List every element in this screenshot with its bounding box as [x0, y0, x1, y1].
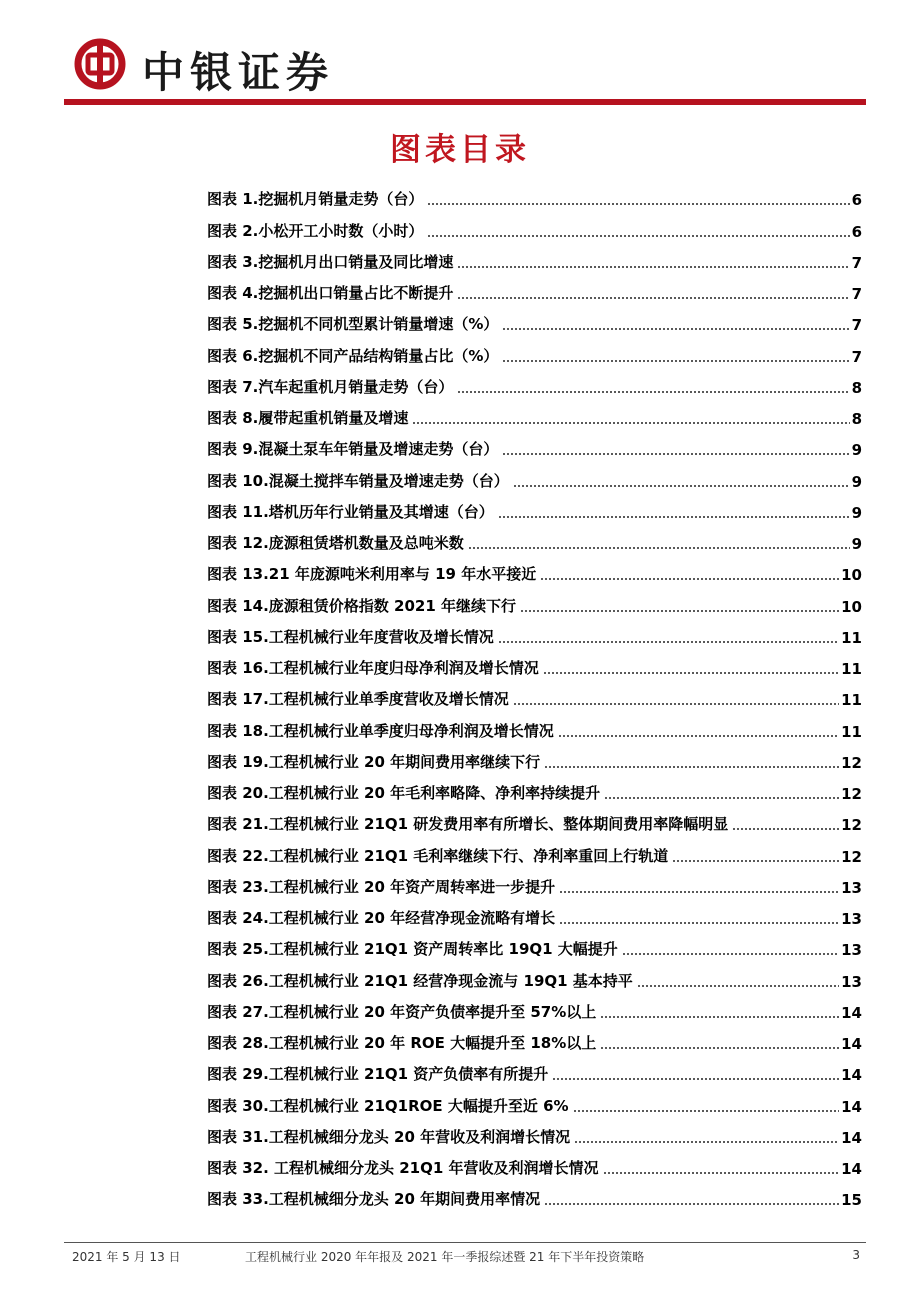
dot-leader: [559, 891, 839, 893]
dot-leader: [552, 1078, 839, 1080]
toc-entry-label: 图表 12.庞源租赁塔机数量及总吨米数: [207, 534, 464, 552]
toc-entry[interactable]: [207, 526, 862, 557]
toc-entry[interactable]: [207, 1182, 862, 1213]
toc-entry-page: 14: [841, 1097, 862, 1116]
toc-entry-label: 图表 6.挖掘机不同产品结构销量占比（%）: [207, 346, 499, 365]
toc-entry-label: 图表 1.挖掘机月销量走势（台）: [207, 190, 424, 209]
toc-entry[interactable]: [207, 1057, 862, 1088]
dot-leader: [468, 547, 850, 549]
footer-date: 2021 年 5 月 13 日: [72, 1250, 181, 1264]
dot-leader: [573, 1110, 840, 1112]
toc-entry[interactable]: [207, 588, 862, 619]
toc-entry[interactable]: [207, 651, 862, 682]
toc-entry-page: 11: [841, 660, 862, 678]
toc-entry[interactable]: [207, 745, 862, 776]
toc-entry[interactable]: [207, 620, 862, 651]
toc-entry-label: 图表 5.挖掘机不同机型累计销量增速（%）: [207, 315, 499, 334]
bank-of-china-logo-icon: [74, 38, 126, 90]
dot-leader: [520, 610, 839, 612]
toc-entry-page: 14: [841, 1003, 862, 1022]
toc-entry-page: 6: [851, 191, 862, 210]
dot-leader: [412, 422, 849, 424]
toc-entry-label: 图表 22.工程机械行业 21Q1 毛利率继续下行、净利率重回上行轨道: [207, 846, 669, 865]
table-of-figures: [207, 182, 862, 1213]
toc-entry-page: 9: [851, 441, 862, 460]
toc-entry[interactable]: [207, 901, 862, 932]
dot-leader: [604, 797, 839, 799]
dot-leader: [457, 297, 849, 299]
footer-doc-title: 工程机械行业 2020 年年报及 2021 年一季报综述暨 21 年下半年投资策略: [245, 1250, 645, 1264]
toc-entry-page: 8: [851, 378, 862, 397]
toc-entry[interactable]: [207, 213, 862, 244]
toc-entry-label: 图表 4.挖掘机出口销量占比不断提升: [207, 284, 454, 302]
toc-entry[interactable]: [207, 338, 862, 369]
toc-entry-page: 12: [841, 753, 862, 772]
toc-entry-page: 8: [851, 410, 862, 428]
toc-entry-label: 图表 26.工程机械行业 21Q1 经营净现金流与 19Q1 基本持平: [207, 971, 633, 990]
dot-leader: [672, 860, 839, 862]
toc-entry[interactable]: [207, 963, 862, 994]
dot-leader: [558, 735, 839, 737]
dot-leader: [427, 203, 849, 205]
dot-leader: [457, 391, 849, 393]
dot-leader: [513, 703, 839, 705]
dot-leader: [544, 766, 839, 768]
dot-leader: [502, 328, 849, 330]
toc-entry-label: 图表 24.工程机械行业 20 年经营净现金流略有增长: [207, 909, 556, 927]
toc-entry-page: 14: [841, 1066, 862, 1085]
toc-entry[interactable]: [207, 245, 862, 276]
toc-entry-page: 15: [841, 1191, 862, 1210]
dot-leader: [637, 985, 839, 987]
brand-name: 中银证券: [142, 48, 335, 97]
toc-entry-label: 图表 31.工程机械细分龙头 20 年营收及利润增长情况: [207, 1127, 571, 1146]
dot-leader: [600, 1047, 839, 1049]
dot-leader: [622, 953, 839, 955]
toc-entry-label: 图表 30.工程机械行业 21Q1ROE 大幅提升至近 6%: [207, 1096, 569, 1115]
toc-entry[interactable]: [207, 995, 862, 1026]
toc-entry-label: 图表 21.工程机械行业 21Q1 研发费用率有所增长、整体期间费用率降幅明显: [207, 815, 729, 834]
header-divider: [64, 99, 866, 105]
dot-leader: [543, 672, 839, 674]
toc-entry-page: 10: [841, 566, 862, 585]
toc-entry-page: 13: [841, 972, 862, 991]
toc-entry-page: 6: [851, 222, 862, 241]
toc-entry-label: 图表 20.工程机械行业 20 年毛利率略降、净利率持续提升: [207, 784, 601, 802]
footer-divider: [64, 1242, 866, 1243]
toc-entry-label: 图表 29.工程机械行业 21Q1 资产负债率有所提升: [207, 1065, 549, 1084]
toc-entry-label: 图表 28.工程机械行业 20 年 ROE 大幅提升至 18%以上: [207, 1034, 597, 1052]
toc-entry[interactable]: [207, 432, 862, 463]
toc-entry-label: 图表 2.小松开工小时数（小时）: [207, 221, 424, 240]
toc-entry[interactable]: [207, 370, 862, 401]
toc-entry[interactable]: [207, 1151, 862, 1182]
toc-entry[interactable]: [207, 807, 862, 838]
toc-entry[interactable]: [207, 870, 862, 901]
toc-entry-label: 图表 7.汽车起重机月销量走势（台）: [207, 377, 454, 396]
toc-entry-page: 9: [851, 535, 862, 553]
toc-entry-label: 图表 32. 工程机械细分龙头 21Q1 年营收及利润增长情况: [207, 1159, 599, 1177]
toc-entry[interactable]: [207, 776, 862, 807]
footer-page-number: 3: [852, 1248, 860, 1262]
toc-entry-label: 图表 3.挖掘机月出口销量及同比增速: [207, 252, 454, 271]
dot-leader: [574, 1141, 839, 1143]
dot-leader: [732, 828, 839, 830]
toc-entry-label: 图表 23.工程机械行业 20 年资产周转率进一步提升: [207, 877, 556, 896]
toc-entry-label: 图表 17.工程机械行业单季度营收及增长情况: [207, 690, 509, 709]
dot-leader: [498, 516, 850, 518]
dot-leader: [457, 266, 849, 268]
toc-entry-page: 13: [841, 910, 862, 928]
toc-entry-page: 14: [841, 1035, 862, 1053]
toc-entry-page: 7: [851, 253, 862, 272]
toc-entry-label: 图表 10.混凝土搅拌车销量及增速走势（台）: [207, 471, 509, 490]
dot-leader: [502, 360, 849, 362]
toc-entry[interactable]: [207, 307, 862, 338]
dot-leader: [559, 922, 839, 924]
toc-entry[interactable]: [207, 1026, 862, 1057]
toc-entry[interactable]: [207, 932, 862, 963]
toc-entry[interactable]: [207, 182, 862, 213]
toc-entry-page: 7: [851, 316, 862, 335]
toc-entry-page: 9: [851, 472, 862, 491]
toc-entry-page: 7: [851, 285, 862, 303]
dot-leader: [544, 1203, 839, 1205]
toc-entry-label: 图表 18.工程机械行业单季度归母净利润及增长情况: [207, 721, 554, 740]
toc-entry-page: 13: [841, 941, 862, 960]
toc-entry-page: 10: [841, 597, 862, 616]
toc-entry-page: 11: [841, 628, 862, 647]
toc-entry-page: 12: [841, 816, 862, 835]
toc-entry-label: 图表 27.工程机械行业 20 年资产负债率提升至 57%以上: [207, 1002, 597, 1021]
toc-entry-label: 图表 14.庞源租赁价格指数 2021 年继续下行: [207, 596, 516, 615]
toc-entry-label: 图表 19.工程机械行业 20 年期间费用率继续下行: [207, 752, 541, 771]
toc-entry-page: 12: [841, 847, 862, 866]
dot-leader: [603, 1172, 840, 1174]
dot-leader: [427, 235, 849, 237]
toc-entry[interactable]: [207, 463, 862, 494]
dot-leader: [513, 485, 850, 487]
toc-entry-label: 图表 33.工程机械细分龙头 20 年期间费用率情况: [207, 1190, 541, 1209]
toc-entry-label: 图表 13.21 年庞源吨米利用率与 19 年水平接近: [207, 565, 537, 584]
toc-entry[interactable]: [207, 1088, 862, 1119]
toc-entry-label: 图表 16.工程机械行业年度归母净利润及增长情况: [207, 659, 539, 677]
toc-entry[interactable]: [207, 401, 862, 432]
toc-entry-page: 14: [841, 1128, 862, 1147]
toc-entry-label: 图表 11.塔机历年行业销量及其增速（台）: [207, 502, 494, 521]
toc-entry-page: 7: [851, 347, 862, 366]
dot-leader: [600, 1016, 839, 1018]
toc-entry[interactable]: [207, 682, 862, 713]
toc-entry-page: 11: [841, 691, 862, 710]
toc-entry[interactable]: [207, 495, 862, 526]
toc-entry[interactable]: [207, 838, 862, 869]
toc-entry[interactable]: [207, 1120, 862, 1151]
toc-entry-label: 图表 9.混凝土泵车年销量及增速走势（台）: [207, 440, 499, 459]
toc-entry-page: 11: [841, 722, 862, 741]
toc-entry[interactable]: [207, 713, 862, 744]
footer: [72, 1248, 860, 1268]
toc-entry[interactable]: [207, 276, 862, 307]
dot-leader: [502, 453, 849, 455]
dot-leader: [498, 641, 839, 643]
toc-entry-page: 14: [841, 1160, 862, 1178]
toc-entry-page: 12: [841, 785, 862, 803]
toc-entry[interactable]: [207, 557, 862, 588]
dot-leader: [540, 578, 839, 580]
page-title: 图表目录: [390, 132, 530, 168]
toc-entry-label: 图表 8.履带起重机销量及增速: [207, 409, 409, 427]
toc-entry-page: 13: [841, 878, 862, 897]
toc-entry-page: 9: [851, 503, 862, 522]
toc-entry-label: 图表 15.工程机械行业年度营收及增长情况: [207, 627, 494, 646]
toc-entry-label: 图表 25.工程机械行业 21Q1 资产周转率比 19Q1 大幅提升: [207, 940, 618, 959]
